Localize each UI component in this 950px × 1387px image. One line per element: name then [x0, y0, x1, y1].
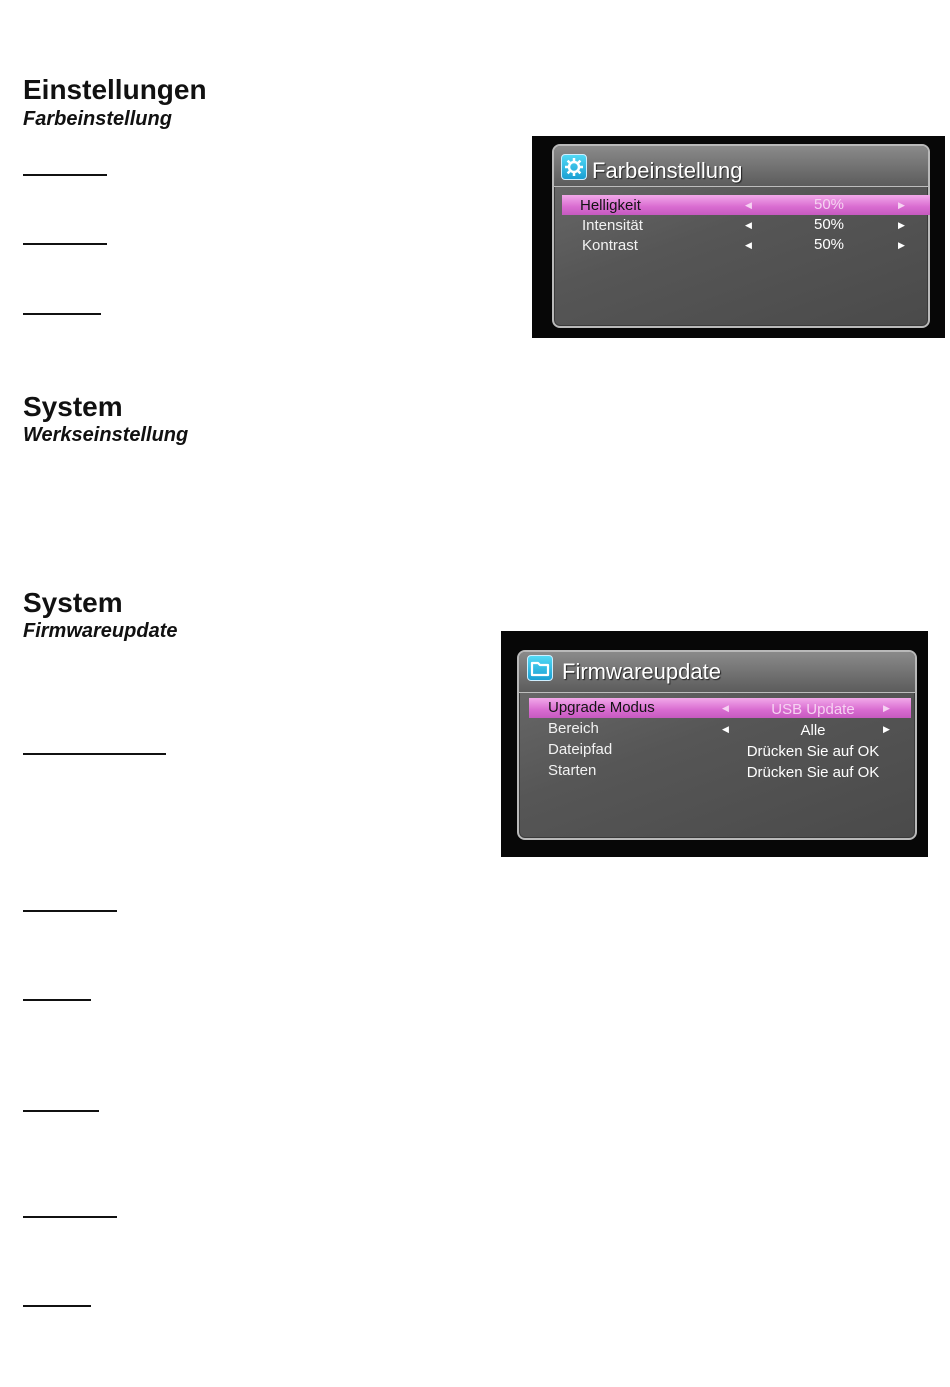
- folder-icon: [527, 655, 553, 681]
- arrow-left-icon[interactable]: ◀: [745, 200, 752, 210]
- menu-row-value: USB Update: [771, 701, 855, 718]
- fill-line: [23, 174, 107, 176]
- menu-title: Firmwareupdate: [562, 659, 721, 684]
- arrow-left-icon[interactable]: ◀: [722, 724, 729, 734]
- menu-row-value: 50%: [813, 236, 845, 253]
- fill-line: [23, 753, 166, 755]
- arrow-left-icon[interactable]: ◀: [745, 240, 752, 250]
- arrow-right-icon[interactable]: ▶: [898, 200, 905, 210]
- firmwareupdate-screenshot: [501, 631, 928, 857]
- menu-row-intensitaet[interactable]: [562, 215, 930, 235]
- menu-row-bereich[interactable]: [529, 719, 911, 739]
- menu-row-kontrast[interactable]: [562, 235, 930, 255]
- fill-line: [23, 243, 107, 245]
- arrow-right-icon[interactable]: ▶: [883, 724, 890, 734]
- farbeinstellung-screenshot: [532, 136, 945, 338]
- arrow-right-icon[interactable]: ▶: [898, 240, 905, 250]
- menu-row-label: Kontrast: [582, 237, 638, 254]
- menu-row-value: Drücken Sie auf OK: [746, 764, 880, 781]
- arrow-left-icon[interactable]: ◀: [745, 220, 752, 230]
- menu-row-value: 50%: [813, 196, 845, 213]
- menu-row-label: Helligkeit: [580, 197, 641, 214]
- menu-panel: [552, 144, 930, 328]
- menu-panel: [517, 650, 917, 840]
- menu-title: Farbeinstellung: [592, 158, 743, 183]
- section-subheading-farbeinstellung: Farbeinstellung: [23, 108, 172, 130]
- menu-row-value: Drücken Sie auf OK: [746, 743, 880, 760]
- menu-row-upgrade-modus[interactable]: [529, 698, 911, 718]
- section-heading-system: System: [23, 391, 123, 422]
- arrow-right-icon[interactable]: ▶: [898, 220, 905, 230]
- section-subheading-firmwareupdate: Firmwareupdate: [23, 620, 178, 642]
- section-heading-system: System: [23, 587, 123, 618]
- arrow-right-icon[interactable]: ▶: [883, 703, 890, 713]
- menu-row-starten[interactable]: [529, 761, 911, 781]
- menu-row-helligkeit[interactable]: [562, 195, 930, 215]
- fill-line: [23, 1110, 99, 1112]
- menu-row-label: Dateipfad: [548, 741, 613, 758]
- fill-line: [23, 910, 117, 912]
- menu-row-value: 50%: [813, 216, 845, 233]
- menu-row-label: Starten: [548, 762, 597, 779]
- arrow-left-icon[interactable]: ◀: [722, 703, 729, 713]
- menu-row-label: Intensität: [582, 217, 643, 234]
- fill-line: [23, 313, 101, 315]
- menu-row-value: Alle: [800, 722, 826, 739]
- fill-line: [23, 1305, 91, 1307]
- section-heading-einstellungen: Einstellungen: [23, 74, 207, 105]
- menu-row-dateipfad[interactable]: [529, 740, 911, 760]
- menu-row-label: Upgrade Modus: [548, 699, 655, 716]
- fill-line: [23, 999, 91, 1001]
- gear-icon: [561, 154, 587, 180]
- fill-line: [23, 1216, 117, 1218]
- menu-row-label: Bereich: [548, 720, 599, 737]
- section-subheading-werkseinstellung: Werkseinstellung: [23, 424, 189, 446]
